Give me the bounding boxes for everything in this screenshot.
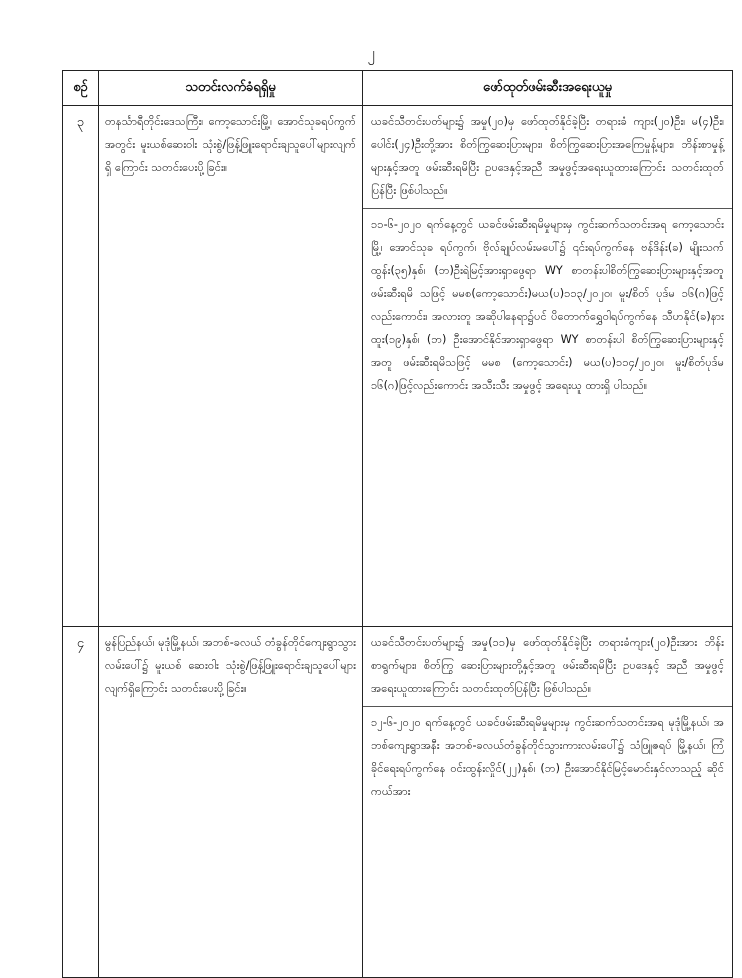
action-paragraph: ၁၁-၆-၂၀၂၀ ရက်နေ့တွင် ယခင်ဖမ်းဆီးရမိမှုများမှ ကွင်းဆက်သတင်းအရ ကော့သောင်းမြို့၊ အောင်သုခ ရပ်ကွက်၊ ဗိုလ်ချုပ်လမ်းမပေါ်၌ ၎င်းရပ်ကွက်နေ ဗန်ဒိန်း(ခ) မျိုးသက်ထွန်း(၃၅)နှစ်၊ (ဘ)ဦးရဲမြင့်အားရှာဖွေရာ WY စာတန်းပါစိတ်ကြွဆေးပြားများနှင့်အတူ ဖမ်းဆီးရမိ သဖြင့် မမစ(ကော့သောင်း)မယ(ပ)၁၁၃/၂၀၂၀၊ မူး/စိတ် ပုဒ်မ ၁၆(ဂ)ဖြင့်လည်းကောင်း၊ အလားတူ အဆိုပါနေရာ၌ပင် ပိတောက်ရွှေဝါရပ်ကွက်နေ သီဟနိုင်(ခ)နားထူး(၁၉)နှစ်၊ (ဘ) ဦးအောင်နိုင်အားရှာဖွေရာ WY စာတန်းပါ စိတ်ကြွဆေးပြားများနှင့်အတူ ဖမ်းဆီးရမိသဖြင့် မမစ (ကော့သောင်း) မယ(ပ)၁၁၄/၂၀၂၀၊ မူး/စိတ်ပုဒ်မ ၁၆(ဂ)ဖြင့်လည်းကောင်း အသီးသီး အမှုဖွင့် အရေးယူ ထားရှိ ပါသည်။ bbox=[363, 208, 732, 403]
action-paragraph: ယခင်သီတင်းပတ်များ၌ အမှု(၁၁)မှ ဖော်ထုတ်နိုင်ခဲ့ပြီး တရားခံကျား(၂၀)ဦးအား ဘိန်းစာရွက်များ၊ စိတ်ကြွ ဆေးပြားများတို့နှင့်အတူ ဖမ်းဆီးရမိပြီး ဥပဒေနှင့် အညီ အမှုဖွင့်အရေးယူထားကြောင်း သတင်းထုတ်ပြန်ပြီး ဖြစ်ပါသည်။ bbox=[371, 636, 724, 695]
header-no: စဉ် bbox=[63, 71, 99, 106]
header-subject: သတင်းလက်ခံရရှိမှု bbox=[99, 71, 363, 106]
table-row bbox=[63, 106, 733, 627]
page-number: ၂ bbox=[367, 44, 375, 62]
action-paragraph: ၁၂-၆-၂၀၂၀ ရက်နေ့တွင် ယခင်ဖမ်းဆီးရမိမှုများမှ ကွင်းဆက်သတင်းအရ မုဒုံမြို့နယ်၊ အဘစ်ကျေးရွာအနီး အဘစ်-ခလယ်တံခွန်တိုင်သွားကားလမ်းပေါ်၌ သံဖြူဇရပ် မြို့နယ်၊ ကြံခိုင်ရေးရပ်ကွက်နေ ဝင်းထွန်းလှိုင်(၂၂)နှစ်၊ (ဘ) ဦးအောင်နိုင်မြင့်မောင်းနှင်လာသည့် ဆိုင်ကယ်အား bbox=[363, 706, 732, 809]
row-number: ၄ bbox=[63, 627, 99, 978]
table-row bbox=[63, 627, 733, 978]
table-header-row bbox=[63, 71, 733, 106]
row-actions bbox=[363, 627, 733, 978]
row-actions bbox=[363, 106, 733, 627]
action-paragraph: ယခင်သီတင်းပတ်များ၌ အမှု(၂၀)မှ ဖော်ထုတ်နိုင်ခဲ့ပြီး တရားခံ ကျား(၂၀)ဦး၊ မ(၄)ဦး၊ ပေါင်း(၂၄)ဦးတို့အား စိတ်ကြွဆေးပြားများ၊ စိတ်ကြွဆေးပြားအကြေမှုန့်များ၊ ဘိန်းစာမှုန့်များနှင့်အတူ ဖမ်းဆီးရမိပြီး ဥပဒေနှင့်အညီ အမှုဖွင့်အရေးယူထားကြောင်း သတင်းထုတ်ပြန်ပြီး ဖြစ်ပါသည်။ bbox=[371, 115, 724, 197]
report-table bbox=[62, 70, 733, 978]
header-action: ဖော်ထုတ်ဖမ်းဆီးအရေးယူမှု bbox=[363, 71, 733, 106]
row-number: ၃ bbox=[63, 106, 99, 627]
row-subject: တနင်္သာရီတိုင်းဒေသကြီး၊ ကော့သောင်းမြို့၊ အောင်သုခရပ်ကွက်အတွင်း မူးယစ်ဆေးဝါး သုံးစွဲ/ဖြန့်ဖြူးရောင်းချသူပေါ်များလျက်ရှိ ကြောင်း သတင်းပေးပို့ခြင်း။ bbox=[99, 106, 363, 627]
row-subject: မွန်ပြည်နယ်၊ မုဒုံမြို့နယ်၊ အဘစ်-ခလယ် တံခွန်တိုင်ကျေးရွာသွားလမ်းပေါ်၌ မူးယစ် ဆေးဝါး သုံးစွဲ/ဖြန့်ဖြူးရောင်းချသူပေါ်များ လျက်ရှိကြောင်း သတင်းပေးပို့ခြင်း။ bbox=[99, 627, 363, 978]
